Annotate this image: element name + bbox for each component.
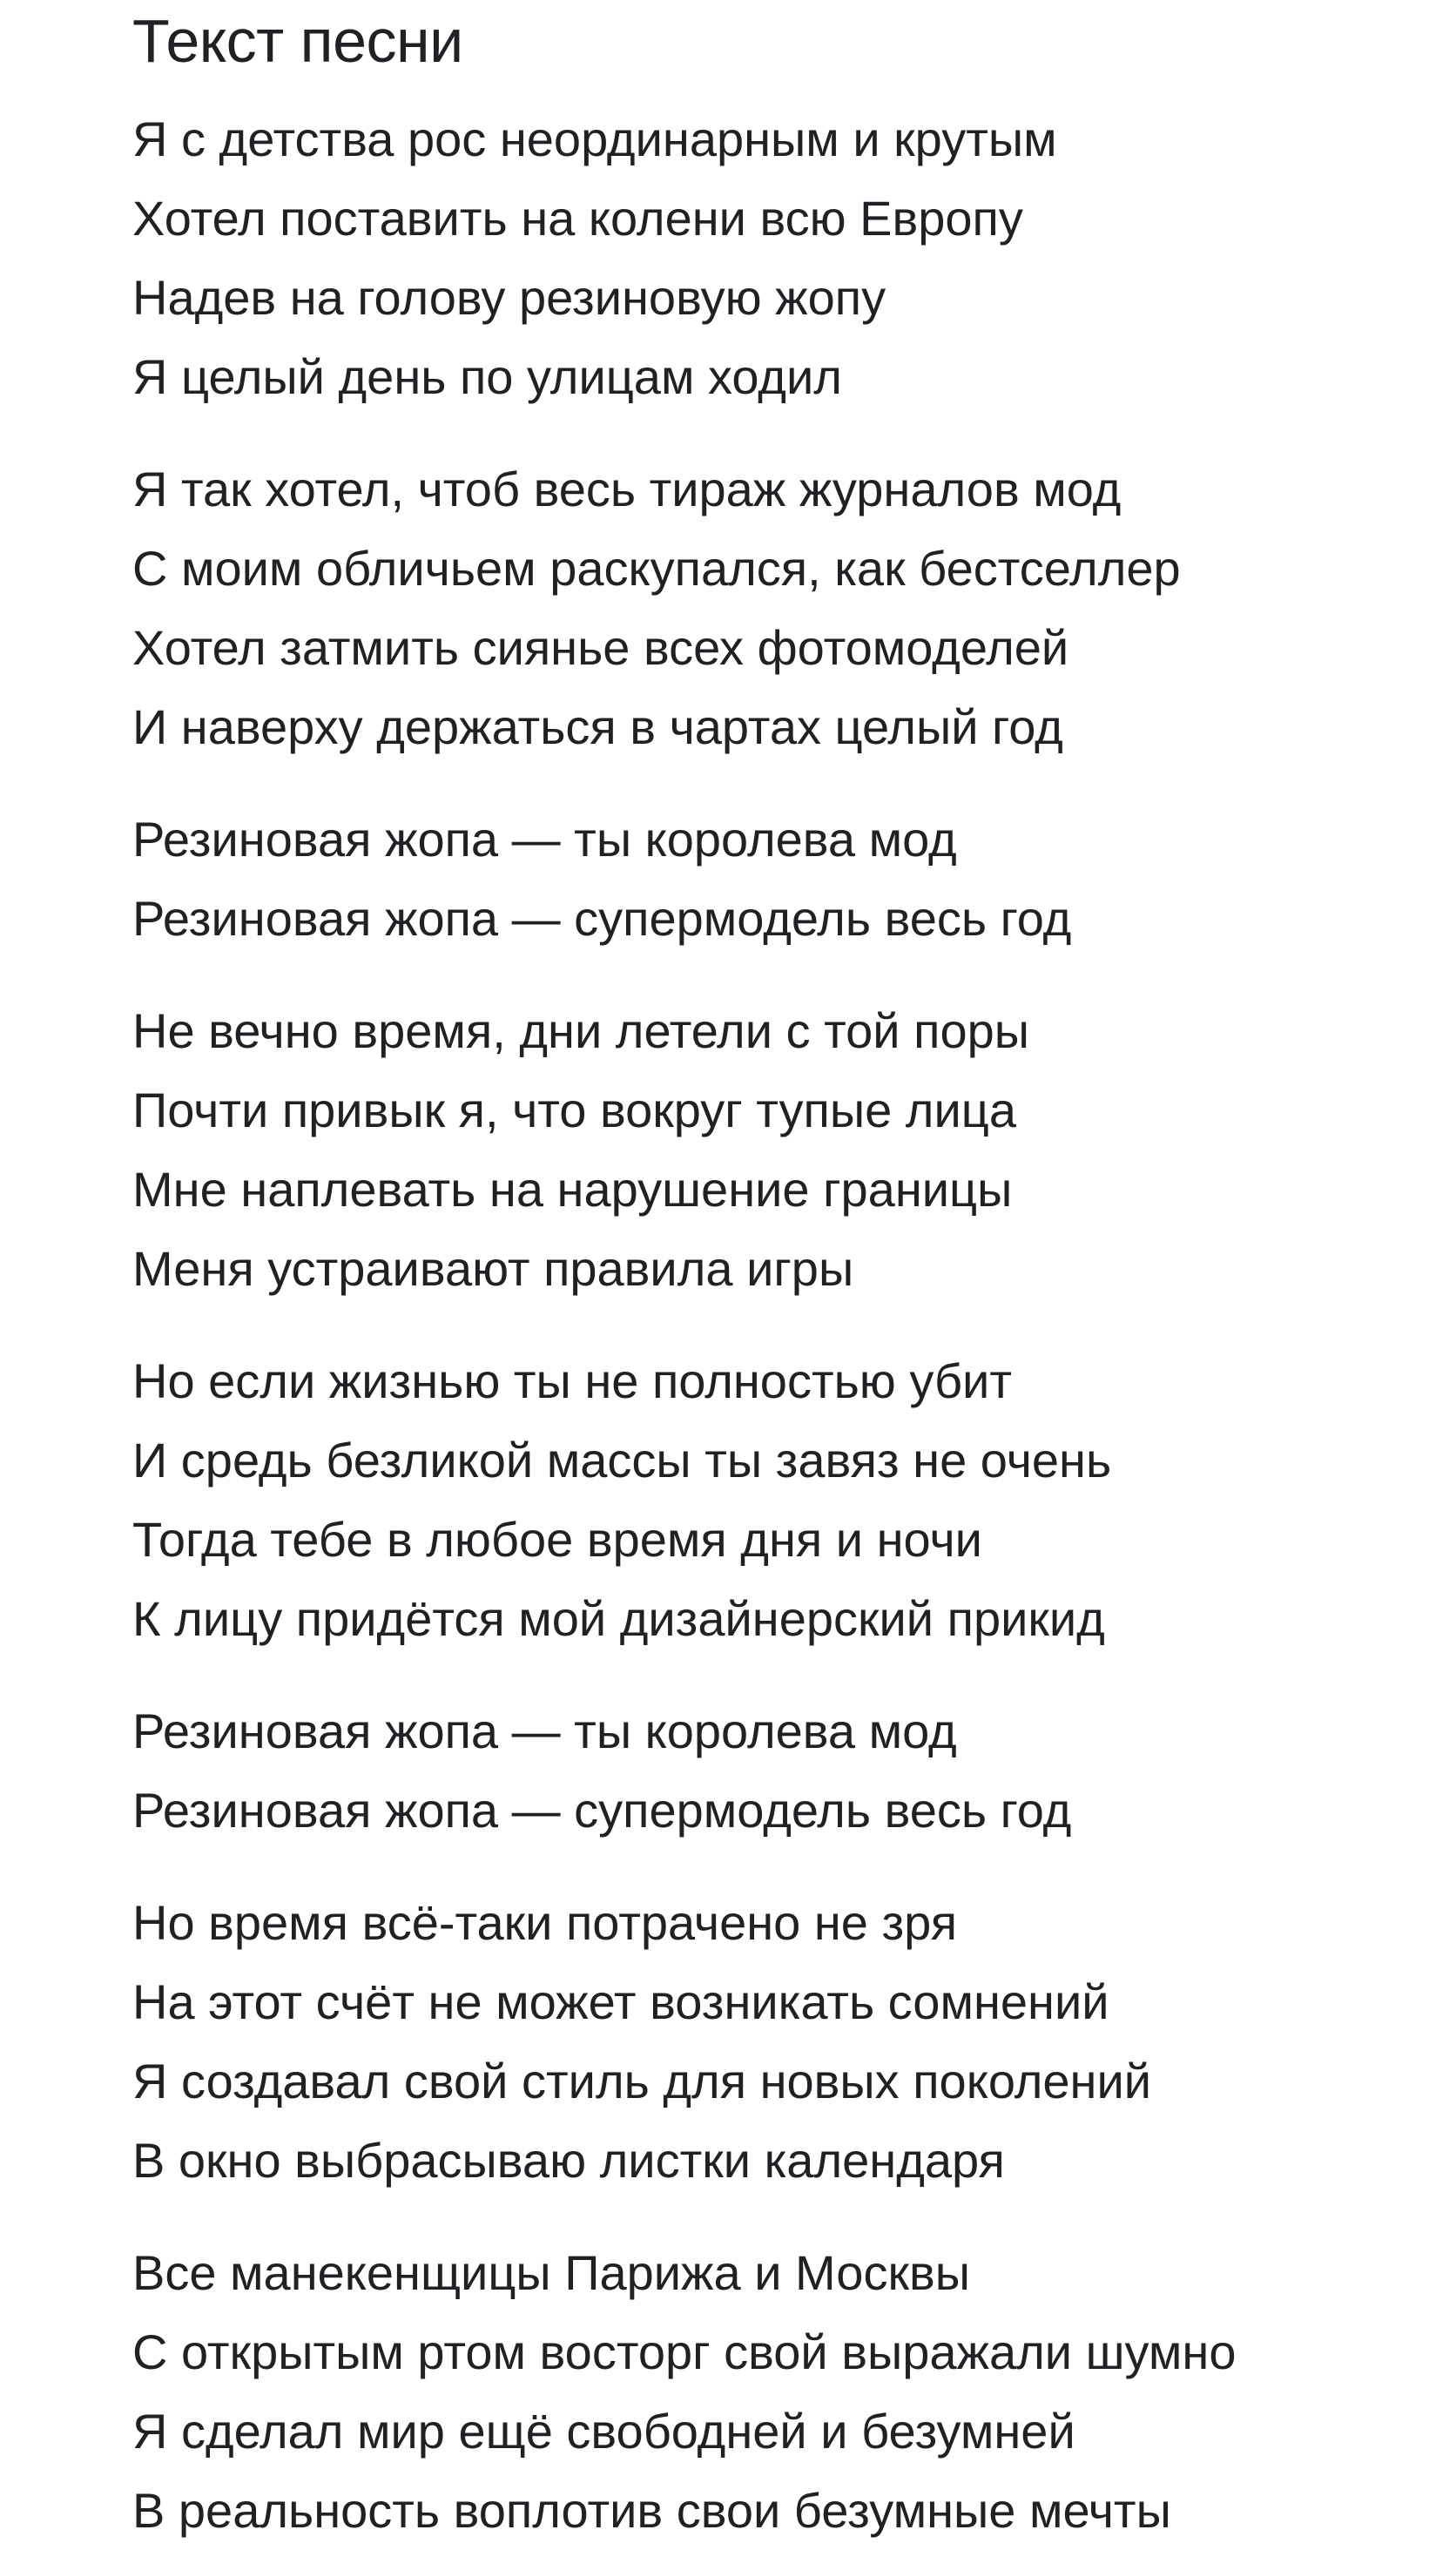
lyrics-line: Хотел затмить сиянье всех фотомоделей [132, 619, 1069, 675]
lyrics-line: И средь безликой массы ты завяз не очень [132, 1432, 1112, 1488]
lyrics-line: Я так хотел, чтоб весь тираж журналов мод [132, 461, 1122, 516]
lyrics-line: Но если жизнью ты не полностью убит [132, 1353, 1012, 1408]
stanza [132, 1691, 1404, 1850]
lyrics-line: Я сделал мир ещё свободней и безумней [132, 2403, 1075, 2459]
lyrics-line: Тогда тебе в любое время дня и ночи [132, 1511, 982, 1567]
stanza [132, 799, 1404, 958]
lyrics-line: В окно выбрасываю листки календаря [132, 2132, 1005, 2188]
lyrics-line: Резиновая жопа — супермодель весь год [132, 890, 1072, 946]
lyrics-line: В реальность воплотив свои безумные мечты [132, 2482, 1171, 2538]
lyrics-line: Почти привык я, что вокруг тупые лица [132, 1082, 1016, 1137]
lyrics-line: Я целый день по улицам ходил [132, 348, 842, 404]
lyrics-line: С открытым ртом восторг свой выражали шумно [132, 2324, 1237, 2379]
lyrics-line: Все манекенщицы Парижа и Москвы [132, 2244, 970, 2300]
lyrics-line: Надев на голову резиновую жопу [132, 269, 886, 325]
lyrics-line: С моим обличьем раскупался, как бестселлер [132, 540, 1181, 596]
stanza [132, 1341, 1404, 1658]
lyrics-line: На этот счёт не может возникать сомнений [132, 1973, 1109, 2029]
lyrics-line: Я с детства рос неординарным и крутым [132, 111, 1057, 166]
lyrics-line: Не вечно время, дни летели с той поры [132, 1002, 1029, 1058]
stanza [132, 991, 1404, 1308]
stanza [132, 449, 1404, 766]
stanza [132, 2233, 1404, 2550]
lyrics-line: Меня устраивают правила игры [132, 1240, 854, 1296]
lyrics-line: Резиновая жопа — супермодель весь год [132, 1782, 1072, 1838]
lyrics-line: Мне наплевать на нарушение границы [132, 1161, 1013, 1217]
page-title: Текст песни [132, 7, 463, 75]
lyrics-line: Хотел поставить на колени всю Европу [132, 190, 1023, 246]
lyrics-line: Я создавал свой стиль для новых поколений [132, 2053, 1152, 2108]
stanza [132, 99, 1404, 416]
lyrics-line: И наверху держаться в чартах целый год [132, 698, 1063, 754]
stanza [132, 1883, 1404, 2200]
lyrics-body [132, 99, 1404, 2550]
lyrics-line: Но время всё-таки потрачено не зря [132, 1894, 958, 1950]
lyrics-line: Резиновая жопа — ты королева мод [132, 811, 957, 867]
lyrics-line: Резиновая жопа — ты королева мод [132, 1703, 957, 1758]
lyrics-line: К лицу придётся мой дизайнерский прикид [132, 1590, 1105, 1646]
